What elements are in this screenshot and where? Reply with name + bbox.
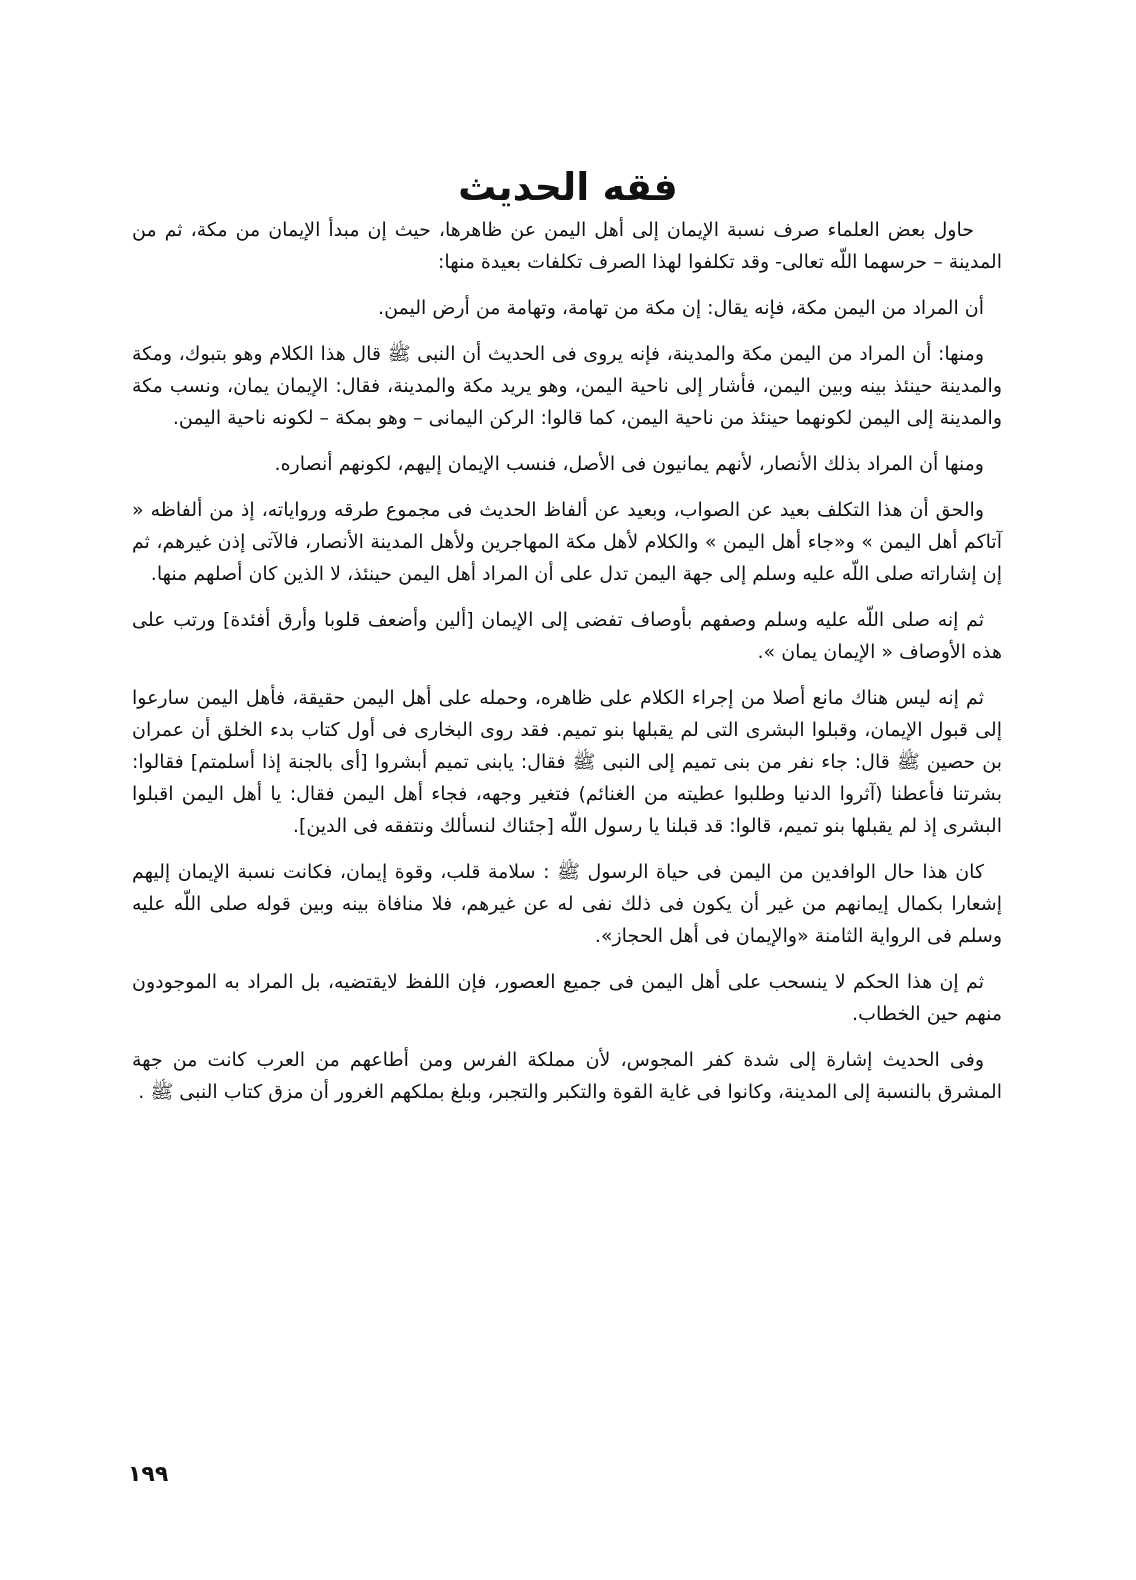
paragraph: ثم إنه ليس هناك مانع أصلا من إجراء الكلام على ظاهره، وحمله على أهل اليمن حقيقة، فأهل اليمن سارعوا إلى قبول الإيمان، وقبلوا البشرى التى لم يقبلها بنو تميم. فقد روى البخارى فى أول كتاب بدء الخلق أن عمران بن حصين ﷺ قال: جاء نفر من بنى تميم إلى النبى ﷺ فقال: يابنى تميم أبشروا [أى بالجنة إذا أسلمتم] فقالوا: بشرتنا فأعطنا (آثروا الدنيا وطلبوا عطيته من الغنائم) فتغير وجهه، فجاء أهل اليمن فقال: يا أهل اليمن اقبلوا البشرى إذ لم يقبلها بنو تميم، قالوا: قد قبلنا يا رسول اللّه [جئناك لنسألك ونتفقه فى الدين]. — [132, 687, 1002, 837]
paragraph: ثم إن هذا الحكم لا ينسحب على أهل اليمن فى جميع العصور، فإن اللفظ لايقتضيه، بل المراد به الموجودون منهم حين الخطاب. — [132, 971, 1002, 1025]
paragraph: حاول بعض العلماء صرف نسبة الإيمان إلى أهل اليمن عن ظاهرها، حيث إن مبدأ الإيمان من مكة، ثم من المدينة – حرسهما اللّه تعالى- وقد تكلفوا لهذا الصرف تكلفات بعيدة منها: — [132, 219, 1002, 273]
body-text — [132, 214, 1002, 1122]
paragraph: ثم إنه صلى اللّه عليه وسلم وصفهم بأوصاف تفضى إلى الإيمان [ألين وأضعف قلوبا وأرق أفئدة] ورتب على هذه الأوصاف « الإيمان يمان ». — [132, 609, 1002, 663]
paragraph: أن المراد من اليمن مكة، فإنه يقال: إن مكة من تهامة، وتهامة من أرض اليمن. — [378, 297, 984, 319]
paragraph: وفى الحديث إشارة إلى شدة كفر المجوس، لأن مملكة الفرس ومن أطاعهم من العرب كانت من جهة المشرق بالنسبة إلى المدينة، وكانوا فى غاية القوة والتكبر والتجبر، وبلغ بملكهم الغرور أن مزق كتاب النبى ﷺ . — [132, 1049, 1002, 1103]
paragraph: كان هذا حال الوافدين من اليمن فى حياة الرسول ﷺ : سلامة قلب، وقوة إيمان، فكانت نسبة الإيمان إليهم إشعارا بكمال إيمانهم من غير أن يكون فى ذلك نفى له عن غيرهم، فلا منافاة بينه وبين قوله صلى اللّه عليه وسلم فى الرواية الثامنة «والإيمان فى أهل الحجاز». — [132, 861, 1002, 947]
paragraph: والحق أن هذا التكلف بعيد عن الصواب، وبعيد عن ألفاظ الحديث فى مجموع طرقه ورواياته، إذ من ألفاظه « آتاكم أهل اليمن » و«جاء أهل اليمن » والكلام لأهل مكة المهاجرين ولأهل المدينة الأنصار، فالآتى إذن غيرهم، ثم إن إشاراته صلى اللّه عليه وسلم إلى جهة اليمن تدل على أن المراد أهل اليمن حينئذ، لا الذين كان أصلهم منها. — [132, 499, 1002, 585]
paragraph: ومنها: أن المراد من اليمن مكة والمدينة، فإنه يروى فى الحديث أن النبى ﷺ قال هذا الكلام وهو بتبوك، ومكة والمدينة حينئذ بينه وبين اليمن، فأشار إلى ناحية اليمن، وهو يريد مكة والمدينة، فقال: الإيمان يمان، ونسب مكة والمدينة إلى اليمن لكونهما حينئذ من ناحية اليمن، كما قالوا: الركن اليمانى – وهو بمكة – لكونه ناحية اليمن. — [132, 343, 1002, 429]
page-title: فقه الحديث — [458, 165, 678, 210]
page-number: ١٩٩ — [128, 1462, 169, 1487]
paragraph: ومنها أن المراد بذلك الأنصار، لأنهم يمانيون فى الأصل، فنسب الإيمان إليهم، لكونهم أنصاره. — [274, 453, 984, 475]
